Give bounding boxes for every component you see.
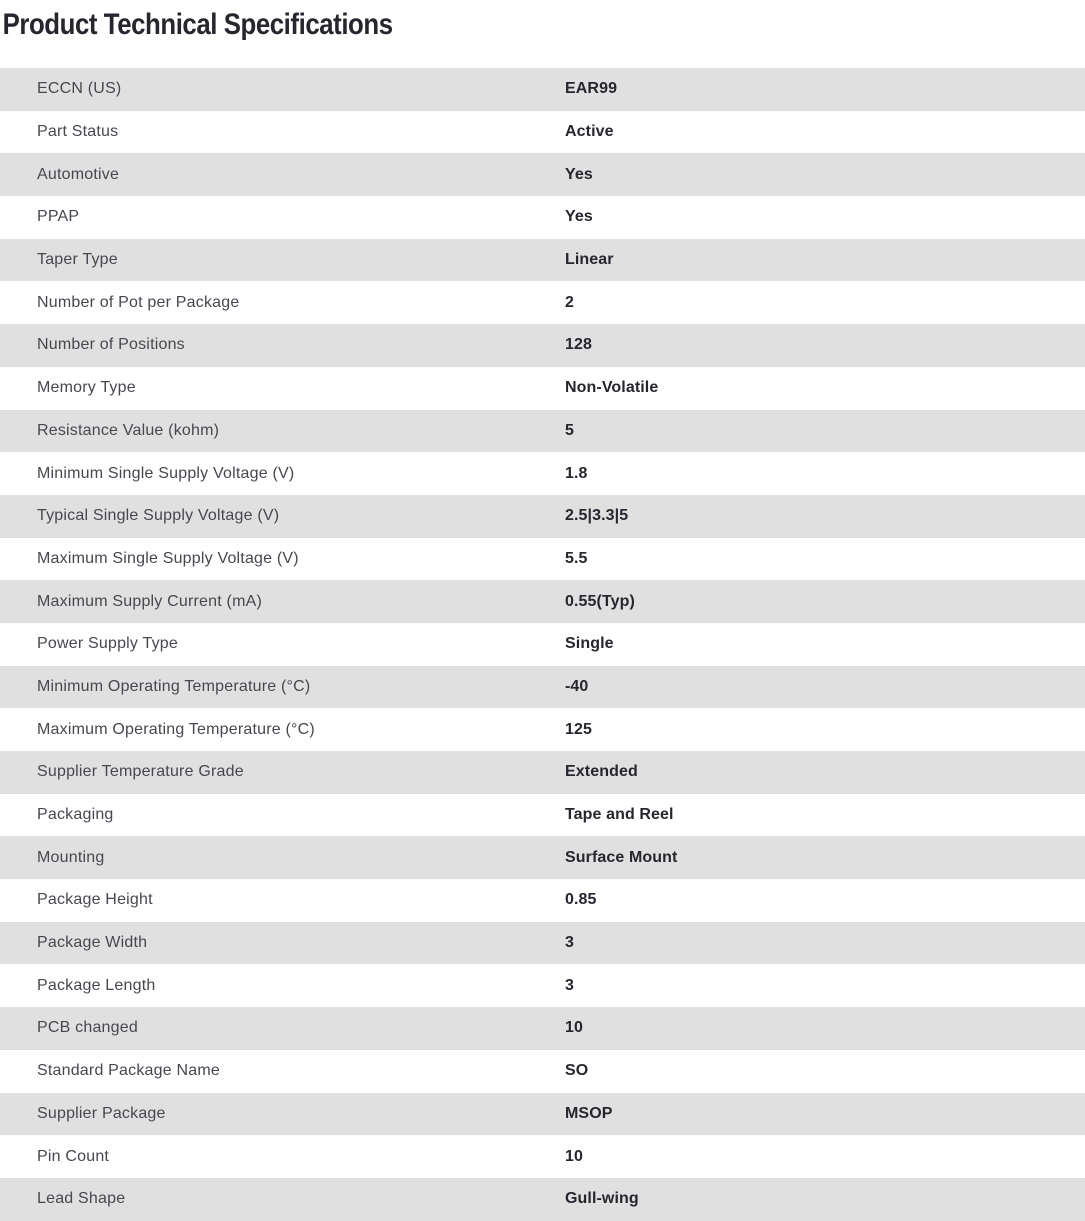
spec-label: Lead Shape <box>37 1190 126 1208</box>
spec-value: EAR99 <box>565 80 618 98</box>
spec-label: Package Length <box>37 976 156 994</box>
spec-row <box>0 495 1085 538</box>
spec-value: 2.5|3.3|5 <box>565 507 629 525</box>
spec-row <box>0 153 1085 196</box>
spec-value: 10 <box>565 1147 583 1165</box>
spec-value: Non-Volatile <box>565 379 659 397</box>
spec-label: PPAP <box>37 208 80 226</box>
spec-label: Automotive <box>37 165 120 183</box>
spec-value: Active <box>565 123 614 141</box>
spec-value: Single <box>565 635 614 653</box>
spec-value: 125 <box>565 720 592 738</box>
spec-value: SO <box>565 1062 589 1080</box>
spec-label: Mounting <box>37 848 105 866</box>
spec-label: Standard Package Name <box>37 1062 220 1080</box>
spec-row <box>0 196 1085 239</box>
spec-row <box>0 1007 1085 1050</box>
spec-label: Power Supply Type <box>37 635 178 653</box>
spec-row <box>0 281 1085 324</box>
spec-value: 10 <box>565 1019 583 1037</box>
spec-row <box>0 1050 1085 1093</box>
spec-label: Maximum Operating Temperature (°C) <box>37 720 315 738</box>
spec-value: 3 <box>565 976 574 994</box>
spec-label: Maximum Supply Current (mA) <box>37 592 263 610</box>
spec-row <box>0 239 1085 282</box>
spec-value: 0.85 <box>565 891 597 909</box>
spec-label: Pin Count <box>37 1147 110 1165</box>
spec-label: Part Status <box>37 123 119 141</box>
spec-label: Package Height <box>37 891 153 909</box>
spec-row <box>0 1178 1085 1221</box>
spec-row <box>0 708 1085 751</box>
spec-value: 3 <box>565 934 574 952</box>
spec-row <box>0 452 1085 495</box>
spec-label: Typical Single Supply Voltage (V) <box>37 507 280 525</box>
spec-label: Number of Positions <box>37 336 185 354</box>
spec-label: Supplier Temperature Grade <box>37 763 244 781</box>
spec-value: 128 <box>565 336 592 354</box>
spec-label: Minimum Single Supply Voltage (V) <box>37 464 295 482</box>
spec-label: Packaging <box>37 806 114 824</box>
spec-row <box>0 367 1085 410</box>
spec-row <box>0 538 1085 581</box>
spec-row <box>0 751 1085 794</box>
spec-row <box>0 879 1085 922</box>
spec-label: Supplier Package <box>37 1104 166 1122</box>
spec-value: Extended <box>565 763 638 781</box>
spec-row <box>0 964 1085 1007</box>
spec-label: ECCN (US) <box>37 80 122 98</box>
spec-table <box>0 68 1085 1221</box>
spec-row <box>0 111 1085 154</box>
spec-value: 5 <box>565 421 574 439</box>
spec-label: Minimum Operating Temperature (°C) <box>37 677 311 695</box>
spec-row <box>0 410 1085 453</box>
spec-value: Yes <box>565 208 593 226</box>
spec-value: 0.55(Typ) <box>565 592 635 610</box>
spec-label: Package Width <box>37 934 148 952</box>
spec-value: 5.5 <box>565 549 588 567</box>
spec-row <box>0 666 1085 709</box>
spec-row <box>0 1135 1085 1178</box>
spec-label: Number of Pot per Package <box>37 293 240 311</box>
spec-value: Tape and Reel <box>565 806 674 824</box>
spec-value: Gull-wing <box>565 1190 639 1208</box>
spec-row <box>0 922 1085 965</box>
spec-row <box>0 324 1085 367</box>
spec-row <box>0 836 1085 879</box>
spec-value: 1.8 <box>565 464 588 482</box>
spec-row <box>0 623 1085 666</box>
spec-row <box>0 794 1085 837</box>
spec-label: Resistance Value (kohm) <box>37 421 220 439</box>
spec-row <box>0 580 1085 623</box>
spec-value: -40 <box>565 677 589 695</box>
spec-label: Maximum Single Supply Voltage (V) <box>37 549 299 567</box>
spec-value: Linear <box>565 251 614 269</box>
spec-label: PCB changed <box>37 1019 138 1037</box>
spec-label: Taper Type <box>37 251 118 269</box>
spec-row <box>0 1093 1085 1136</box>
spec-row <box>0 68 1085 111</box>
spec-value: Yes <box>565 165 593 183</box>
spec-label: Memory Type <box>37 379 136 397</box>
page-title: Product Technical Specifications <box>2 8 393 41</box>
spec-value: 2 <box>565 293 574 311</box>
spec-value: Surface Mount <box>565 848 678 866</box>
spec-value: MSOP <box>565 1104 613 1122</box>
